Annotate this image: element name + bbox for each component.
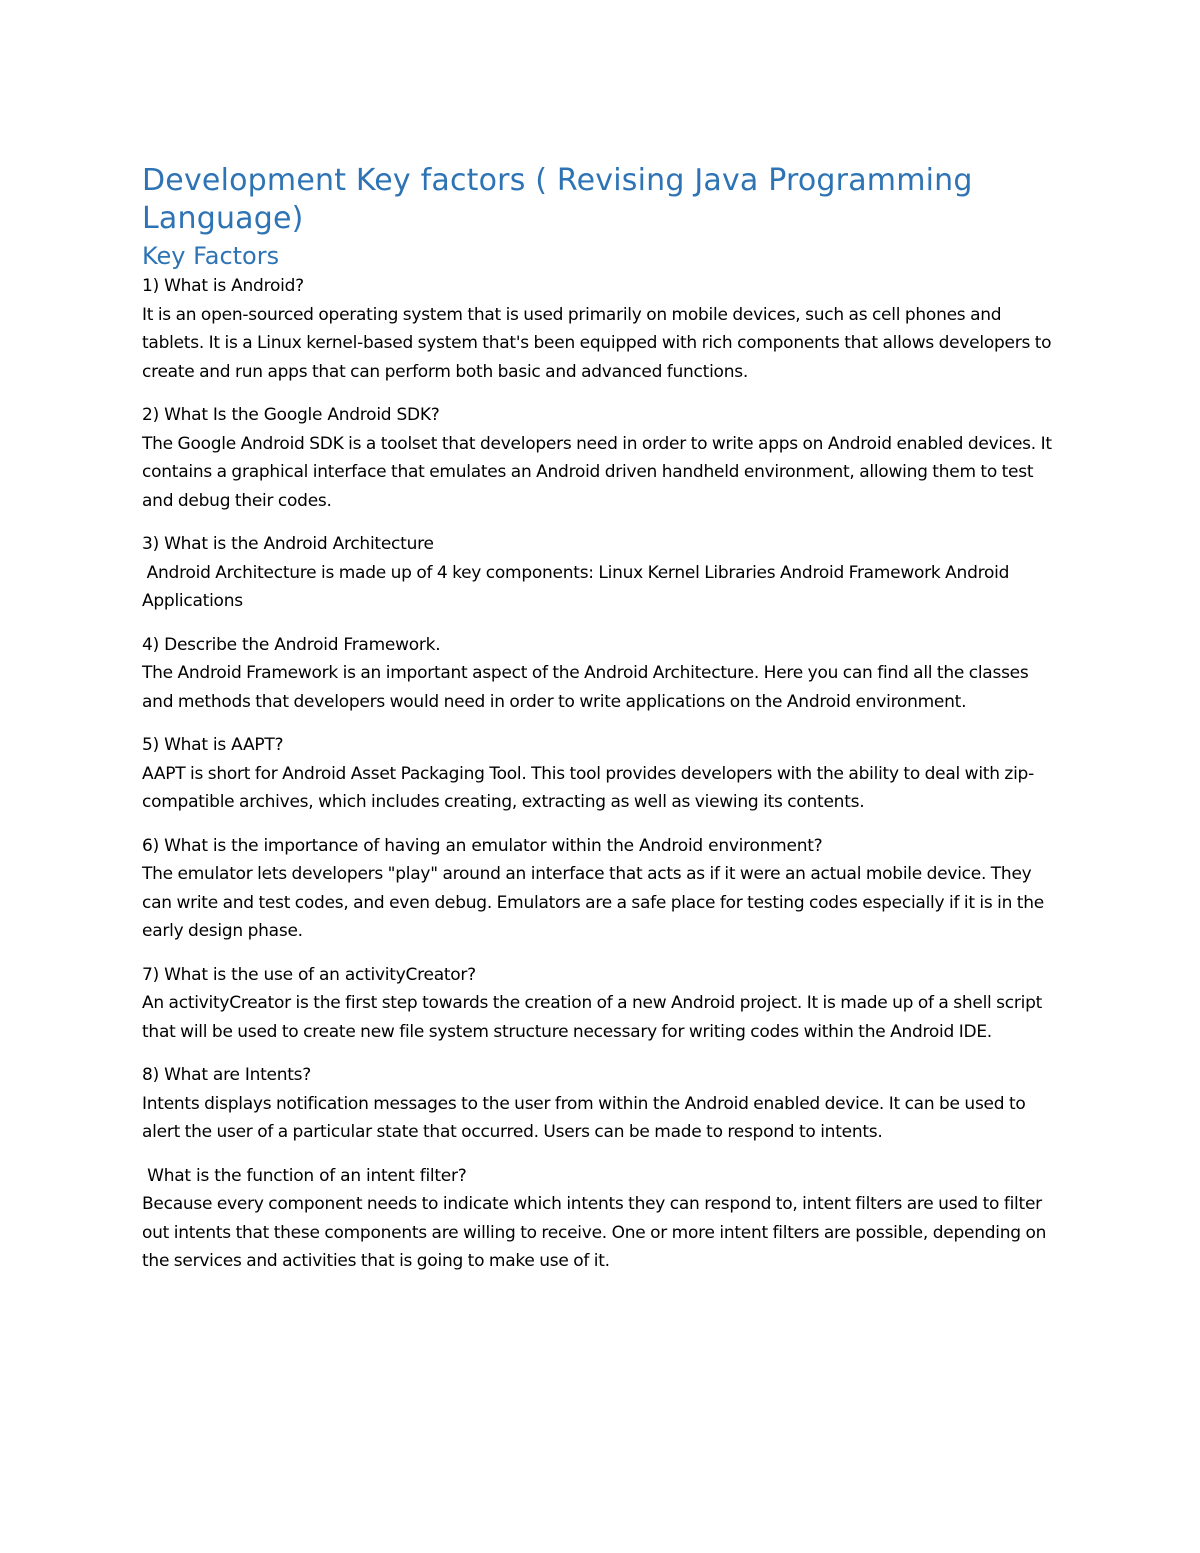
answer-6: The emulator lets developers "play" around an interface that acts as if it were an actual mobile device. They can write and test codes, and even debug. Emulators are a safe place for testing codes especially if it is in the early design phase. — [142, 864, 1044, 941]
question-6: 6) What is the importance of having an emulator within the Android environment? — [142, 835, 823, 856]
question-8: 8) What are Intents? — [142, 1065, 312, 1085]
question-9: What is the function of an intent filter? — [142, 1165, 467, 1186]
answer-4: The Android Framework is an important aspect of the Android Architecture. Here you can find all the classes and methods that developers would need in order to write applications on the Android environment. — [142, 663, 1029, 712]
answer-3: Android Architecture is made up of 4 key components: Linux Kernel Libraries Android Framework Android Applications — [142, 562, 1014, 611]
question-2: 2) What Is the Google Android SDK? — [142, 405, 440, 425]
question-1: 1) What is Android? — [142, 276, 304, 296]
answer-8: Intents displays notification messages to the user from within the Android enabled device. It can be used to alert the user of a particular state that occurred. Users can be made to respond to intents. — [142, 1093, 1026, 1142]
qa-item-3 — [142, 530, 1062, 616]
qa-item-5 — [142, 731, 1062, 817]
section-heading: Key Factors — [142, 242, 280, 270]
qa-item-7 — [142, 961, 1062, 1047]
answer-5: AAPT is short for Android Asset Packaging Tool. This tool provides developers with the ability to deal with zip-compatible archives, which includes creating, extracting as well as viewing its contents. — [142, 763, 1034, 812]
document-page — [142, 162, 1062, 1291]
question-4: 4) Describe the Android Framework. — [142, 634, 441, 655]
answer-7: An activityCreator is the first step towards the creation of a new Android project. It is made up of a shell script that will be used to create new file system structure necessary for writing codes within the Android IDE. — [142, 993, 1043, 1042]
question-3: 3) What is the Android Architecture — [142, 534, 434, 554]
qa-item-9 — [142, 1162, 1062, 1276]
answer-9: Because every component needs to indicate which intents they can respond to, intent filters are used to filter out intents that these components are willing to receive. One or more intent filters are possible, depending on the services and activities that is going to make use of it. — [142, 1194, 1047, 1271]
qa-item-4 — [142, 631, 1062, 717]
document-title: Development Key factors ( Revising Java Programming Language) — [142, 163, 973, 236]
question-5: 5) What is AAPT? — [142, 735, 284, 755]
qa-item-8 — [142, 1061, 1062, 1147]
answer-1: It is an open-sourced operating system that is used primarily on mobile devices, such as cell phones and tablets. It is a Linux kernel-based system that's been equipped with rich components that allows developers to create and run apps that can perform both basic and advanced functions. — [142, 304, 1052, 382]
qa-item-6 — [142, 832, 1062, 946]
qa-item-2 — [142, 401, 1062, 515]
qa-item-1 — [142, 272, 1062, 386]
question-7: 7) What is the use of an activityCreator? — [142, 964, 476, 985]
answer-2: The Google Android SDK is a toolset that developers need in order to write apps on Android enabled devices. It contains a graphical interface that emulates an Android driven handheld environment, allowing them to test and debug their codes. — [142, 433, 1052, 511]
